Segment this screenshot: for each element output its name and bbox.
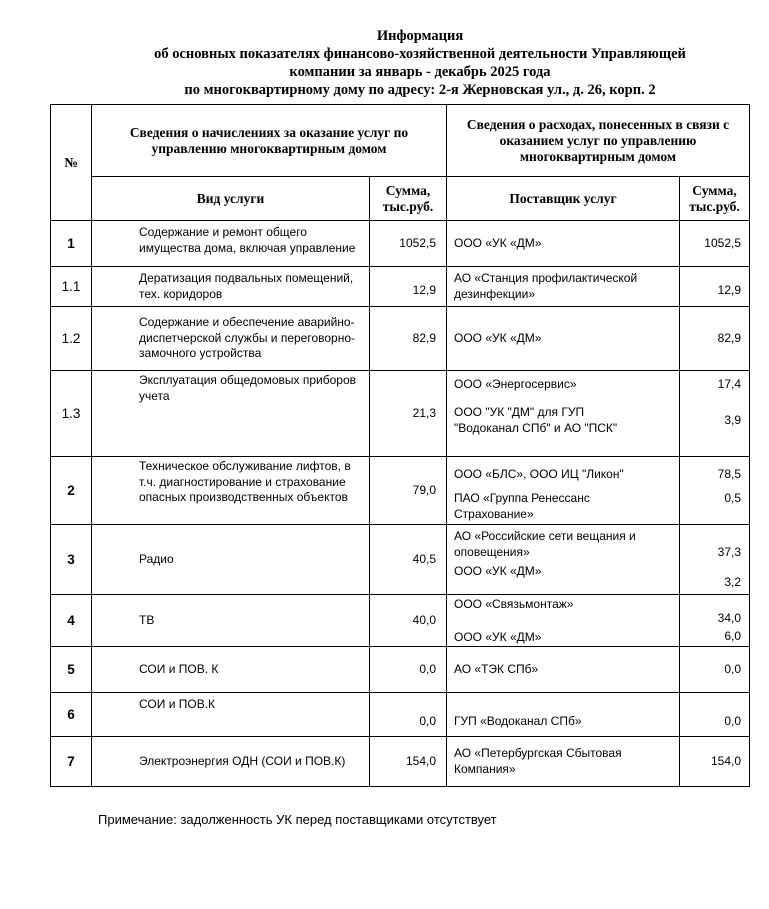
table-row <box>51 525 750 595</box>
service-name: Электроэнергия ОДН (СОИ и ПОВ.К) <box>92 737 370 787</box>
service-name: СОИ и ПОВ. К <box>92 647 370 693</box>
table-row <box>51 457 750 525</box>
service-name: СОИ и ПОВ.К <box>92 693 370 737</box>
row-num: 1.2 <box>51 307 92 371</box>
table-row <box>51 221 750 267</box>
supplier-name: ООО «УК «ДМ» <box>447 221 680 267</box>
supplier-name: ООО «УК «ДМ» <box>454 630 542 644</box>
supplier-name: ГУП «Водоканал СПб» <box>447 693 680 737</box>
service-name: Техническое обслуживание лифтов, в т.ч. диагностирование и страхование опасных производственных объектов <box>92 457 370 525</box>
service-name: Эксплуатация общедомовых приборов учета <box>92 371 370 457</box>
row-num: 2 <box>51 457 92 525</box>
table-row <box>51 693 750 737</box>
row-num: 7 <box>51 737 92 787</box>
supplier-sum: 0,0 <box>680 647 750 693</box>
footnote: Примечание: задолженность УК перед поставщиками отсутствует <box>98 812 497 827</box>
header-num: № <box>51 105 92 221</box>
supplier-name: АО «Станция профилактической дезинфекции» <box>447 267 680 307</box>
supplier-sum: 17,4 <box>717 377 741 391</box>
supplier-name: АО «Российские сети вещания и оповещения» <box>454 529 636 559</box>
table-row <box>51 595 750 647</box>
supplier-sum: 12,9 <box>680 267 750 307</box>
header-service-type: Вид услуги <box>92 177 370 221</box>
supplier-sum: 0,5 <box>724 491 741 505</box>
row-num: 5 <box>51 647 92 693</box>
supplier-sum: 0,0 <box>680 693 750 737</box>
header-supplier: Поставщик услуг <box>447 177 680 221</box>
supplier-sum: 6,0 <box>724 629 741 643</box>
doc-subtitle-line2: компании за январь - декабрь 2025 года <box>289 64 551 80</box>
supplier-name: ООО «Энергосервис» <box>454 377 577 391</box>
supplier-name: ООО «УК «ДМ» <box>447 307 680 371</box>
doc-title: Информация <box>376 28 464 44</box>
service-name: Радио <box>92 525 370 595</box>
service-sum: 82,9 <box>370 307 447 371</box>
service-sum: 40,0 <box>370 595 447 647</box>
supplier-sum: 3,9 <box>724 413 741 427</box>
service-sum: 12,9 <box>370 267 447 307</box>
doc-subtitle-line3: по многоквартирному дому по адресу: 2-я Жерновская ул., д. 26, корп. 2 <box>184 82 656 98</box>
service-sum: 154,0 <box>370 737 447 787</box>
table-row <box>51 737 750 787</box>
service-sum: 1052,5 <box>370 221 447 267</box>
service-name: Дератизация подвальных помещений, тех. коридоров <box>92 267 370 307</box>
table-row <box>51 371 750 457</box>
header-sum-expenses: Сумма, тыс.руб. <box>680 177 750 221</box>
row-num: 3 <box>51 525 92 595</box>
service-sum: 0,0 <box>370 647 447 693</box>
header-charges: Сведения о начислениях за оказание услуг по управлению многоквартирным домом <box>92 105 447 177</box>
supplier-name: АО «ТЭК СПб» <box>447 647 680 693</box>
supplier-name: ООО "УК "ДМ" для ГУП "Водоканал СПб" и АО "ПСК" <box>454 405 618 435</box>
supplier-sum: 37,3 <box>717 545 741 559</box>
table-row <box>51 267 750 307</box>
supplier-name: АО «Петербургская Сбытовая Компания» <box>447 737 680 787</box>
row-num: 1.3 <box>51 371 92 457</box>
table-row <box>51 307 750 371</box>
service-name: Содержание и ремонт общего имущества дома, включая управление <box>139 225 356 255</box>
service-sum: 0,0 <box>370 693 447 737</box>
report-table <box>50 104 750 787</box>
service-sum: 79,0 <box>370 457 447 525</box>
service-name: ТВ <box>92 595 370 647</box>
supplier-name: ООО «БЛС», ООО ИЦ "Ликон" <box>454 467 624 481</box>
header-expenses: Сведения о расходах, понесенных в связи с оказанием услуг по управлению многоквартирным домом <box>447 105 750 177</box>
supplier-sum: 82,9 <box>680 307 750 371</box>
supplier-name: ООО «Связьмонтаж» <box>454 597 574 611</box>
supplier-sum: 154,0 <box>680 737 750 787</box>
supplier-sum: 1052,5 <box>680 221 750 267</box>
supplier-sum: 34,0 <box>717 611 741 625</box>
table-row <box>51 647 750 693</box>
supplier-name: ООО «УК «ДМ» <box>454 564 542 578</box>
supplier-sum: 78,5 <box>717 467 741 481</box>
row-num: 1 <box>51 221 92 267</box>
row-num: 1.1 <box>51 267 92 307</box>
supplier-sum: 3,2 <box>724 575 741 589</box>
row-num: 4 <box>51 595 92 647</box>
row-num: 6 <box>51 693 92 737</box>
supplier-name: ПАО «Группа Ренессанс Страхование» <box>454 491 590 521</box>
header-sum-charges: Сумма, тыс.руб. <box>370 177 447 221</box>
service-name: Содержание и обеспечение аварийно-диспетчерской службы и переговорно-замочного устройства <box>92 307 370 371</box>
service-sum: 40,5 <box>370 525 447 595</box>
doc-subtitle-line1: об основных показателях финансово-хозяйственной деятельности Управляющей <box>154 46 686 62</box>
service-sum: 21,3 <box>370 371 447 457</box>
